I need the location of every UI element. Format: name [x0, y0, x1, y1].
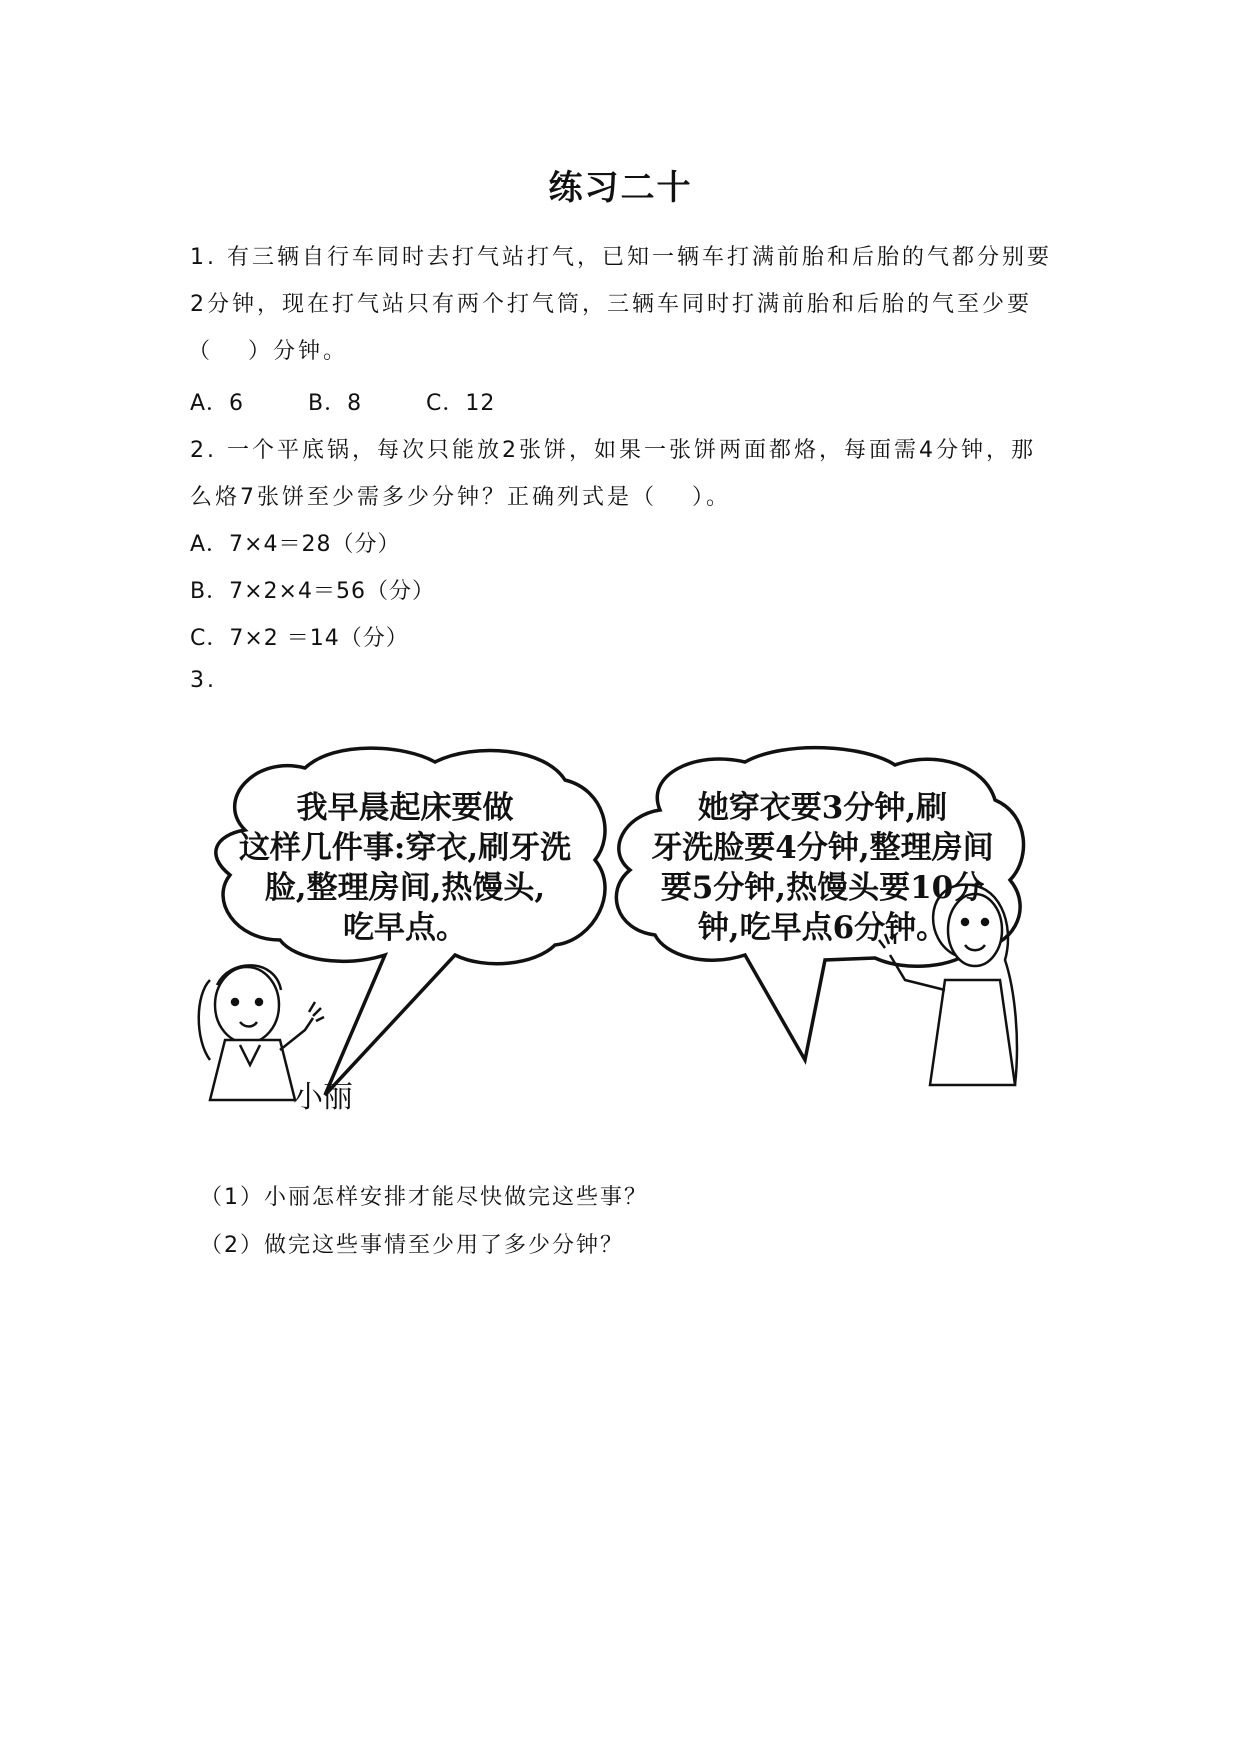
- left-bubble-text: [215, 788, 595, 948]
- q1-line-1: 1. 有三辆自行车同时去打气站打气，已知一辆车打满前胎和后胎的气都分别要: [190, 245, 1052, 270]
- left-bubble-line-1: 我早晨起床要做: [296, 790, 514, 826]
- q1-option-a: A．6: [190, 391, 245, 416]
- right-bubble-line-2: 牙洗脸要4分钟,整理房间: [651, 830, 994, 866]
- q1-option-c: C．12: [426, 391, 496, 416]
- q2-line-1: 2. 一个平底锅，每次只能放2张饼，如果一张饼两面都烙，每面需4分钟，那: [190, 438, 1036, 463]
- q1-line-3: （ ）分钟。: [188, 339, 348, 364]
- q3-sub-question-1: （1）小丽怎样安排才能尽快做完这些事？: [200, 1185, 648, 1210]
- left-bubble-line-4: 吃早点。: [343, 910, 467, 946]
- q2-option-c: C．7×2 ＝14（分）: [190, 626, 409, 651]
- right-bubble-line-3: 要5分钟,热馒头要10分: [660, 870, 985, 906]
- q2-option-b: B．7×2×4＝56（分）: [190, 579, 435, 604]
- q1-option-b: B．8: [308, 391, 363, 416]
- q2-option-a: A．7×4＝28（分）: [190, 532, 401, 557]
- left-bubble-line-3: 脸,整理房间,热馒头,: [264, 870, 546, 906]
- left-bubble-line-2: 这样几件事:穿衣,刷牙洗: [238, 830, 572, 866]
- q3-illustration: [185, 740, 1065, 1140]
- girl-name-label: 小丽: [293, 1080, 353, 1115]
- q1-options: [190, 386, 495, 417]
- right-bubble-line-4: 钟,吃早点6分钟。: [697, 910, 948, 946]
- q3-number: 3.: [190, 668, 217, 693]
- page-title: 练习二十: [548, 168, 693, 208]
- q1-line-2: 2分钟，现在打气站只有两个打气筒，三辆车同时打满前胎和后胎的气至少要: [190, 292, 1032, 317]
- right-bubble-line-1: 她穿衣要3分钟,刷: [697, 790, 948, 826]
- q2-line-2: 么烙7张饼至少需多少分钟？正确列式是（ ）。: [190, 485, 731, 510]
- right-bubble-text: [625, 788, 1020, 948]
- q3-sub-question-2: （2）做完这些事情至少用了多少分钟？: [200, 1233, 624, 1258]
